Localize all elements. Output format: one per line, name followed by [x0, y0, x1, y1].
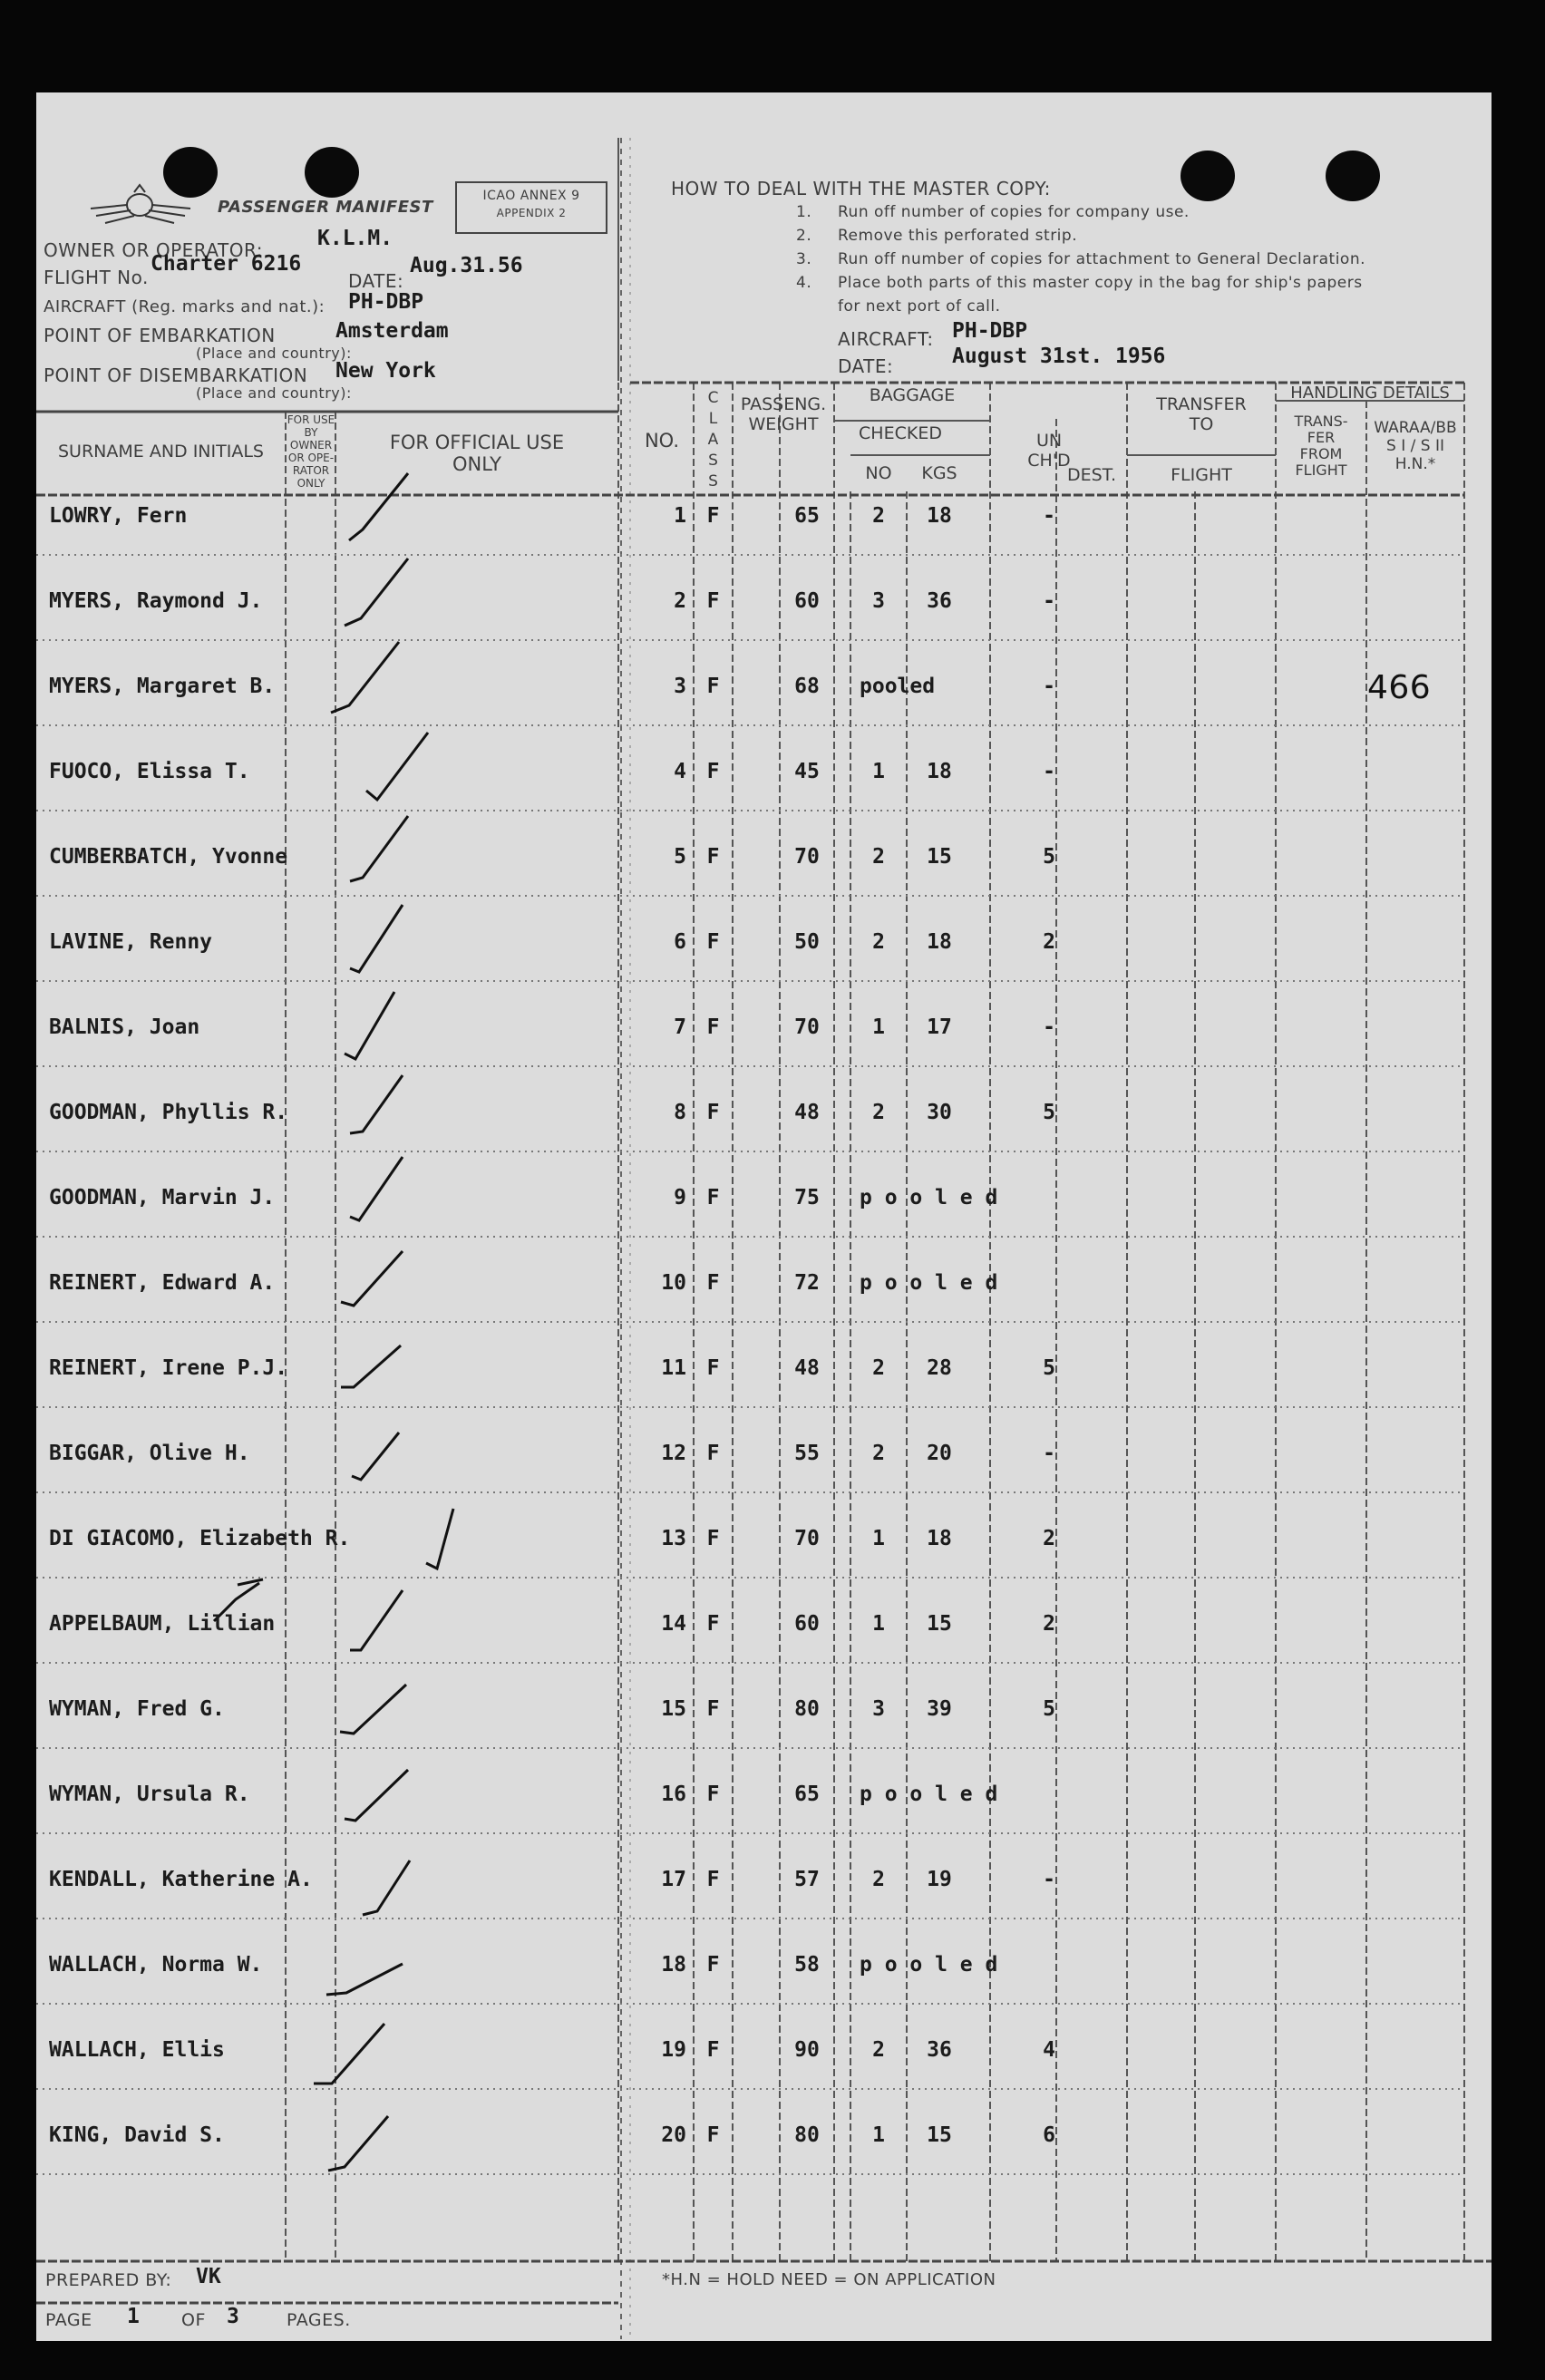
baggage-count: 2	[872, 2038, 885, 2062]
passenger-weight: 70	[794, 1527, 820, 1550]
owner-use-line: BY	[304, 426, 318, 439]
of-value: 3	[227, 2305, 239, 2328]
col-baggage: BAGGAGE	[869, 385, 956, 405]
passenger-name: KING, David S.	[49, 2123, 225, 2147]
unchecked-count: -	[1043, 589, 1055, 613]
unchecked-count: -	[1043, 1868, 1055, 1891]
baggage-kgs: 15	[927, 1612, 952, 1636]
passenger-weight: 60	[794, 589, 820, 613]
footnote: *H.N = HOLD NEED = ON APPLICATION	[662, 2270, 996, 2289]
passenger-class: F	[706, 1186, 720, 1209]
passenger-weight: 70	[794, 845, 820, 869]
transfer-line: TRANSFER	[1156, 394, 1247, 414]
passenger-weight: 65	[794, 504, 820, 528]
instr-num-4: 4.	[796, 274, 812, 292]
col-transfer-from	[1276, 413, 1366, 479]
passenger-class: F	[706, 589, 720, 613]
waraa-line: S I / S II	[1386, 437, 1444, 455]
passenger-name: BALNIS, Joan	[49, 1015, 200, 1039]
baggage-pooled: p o o l e d	[860, 1271, 998, 1295]
passenger-class: F	[706, 675, 720, 698]
passenger-no: 19	[661, 2038, 686, 2062]
passenger-no: 4	[674, 760, 686, 783]
passenger-name: DI GIACOMO, Elizabeth R.	[49, 1527, 351, 1550]
passenger-weight: 57	[794, 1868, 820, 1891]
transfer-from-line: FLIGHT	[1295, 461, 1347, 479]
unchecked-count: -	[1043, 1442, 1055, 1465]
baggage-kgs: 36	[927, 2038, 952, 2062]
passenger-no: 1	[674, 504, 686, 528]
col-flight: FLIGHT	[1171, 465, 1232, 485]
passenger-no: 17	[661, 1868, 686, 1891]
baggage-pooled: p o o l e d	[860, 1783, 998, 1806]
passenger-weight: 48	[794, 1356, 820, 1380]
instr-text-1: Run off number of copies for company use.	[838, 203, 1190, 221]
passenger-class: F	[706, 1868, 720, 1891]
instr-date-value: August 31st. 1956	[952, 345, 1166, 368]
passenger-no: 16	[661, 1783, 686, 1806]
class-letter: A	[707, 431, 719, 449]
passenger-name: FUOCO, Elissa T.	[49, 760, 250, 783]
col-official-use	[337, 432, 617, 475]
passenger-no: 18	[661, 1953, 686, 1977]
passenger-weight: 60	[794, 1612, 820, 1636]
baggage-pooled: p o o l e d	[860, 1186, 998, 1209]
weight-line: PASSENG.	[740, 394, 827, 414]
instr-num-3: 3.	[796, 250, 812, 268]
annex-line1: ICAO ANNEX 9	[482, 189, 580, 203]
transfer-from-line: TRANS-	[1294, 413, 1348, 430]
col-bag-no: NO	[865, 463, 892, 483]
baggage-count: 2	[872, 1101, 885, 1124]
embark-value: Amsterdam	[335, 319, 449, 343]
disembark-note: (Place and country):	[196, 384, 352, 402]
waraa-line: WARAA/BB	[1374, 419, 1457, 437]
passenger-class: F	[706, 1015, 720, 1039]
passenger-class: F	[706, 760, 720, 783]
prepared-value: VK	[196, 2265, 221, 2288]
passenger-weight: 58	[794, 1953, 820, 1977]
col-passeng-weight	[733, 395, 834, 435]
unchecked-count: 5	[1043, 1356, 1055, 1380]
manifest-title: PASSENGER MANIFEST	[218, 198, 433, 217]
baggage-count: 1	[872, 760, 885, 783]
baggage-kgs: 18	[927, 1527, 952, 1550]
instructions-title: HOW TO DEAL WITH THE MASTER COPY:	[671, 178, 1051, 199]
baggage-count: 3	[872, 589, 885, 613]
baggage-count: 2	[872, 504, 885, 528]
unchecked-count: -	[1043, 675, 1055, 698]
instr-num-2: 2.	[796, 227, 812, 245]
unchecked-count: -	[1043, 760, 1055, 783]
prepared-label: PREPARED BY:	[45, 2270, 172, 2290]
baggage-kgs: 36	[927, 589, 952, 613]
passenger-no: 2	[674, 589, 686, 613]
baggage-kgs: 39	[927, 1697, 952, 1721]
passenger-no: 13	[661, 1527, 686, 1550]
unchecked-count: -	[1043, 1015, 1055, 1039]
passenger-class: F	[706, 845, 720, 869]
passenger-class: F	[706, 1783, 720, 1806]
baggage-pooled: p o o l e d	[860, 1953, 998, 1977]
passenger-no: 15	[661, 1697, 686, 1721]
owner-use-line: FOR USE	[287, 413, 335, 426]
pages-label: PAGES.	[287, 2310, 351, 2330]
owner-use-line: OWNER	[289, 439, 333, 452]
passenger-no: 14	[661, 1612, 686, 1636]
instr-text-2: Remove this perforated strip.	[838, 227, 1078, 245]
page-label: PAGE	[45, 2310, 92, 2330]
official-use-line: ONLY	[452, 453, 501, 476]
passenger-name: REINERT, Edward A.	[49, 1271, 276, 1295]
passenger-no: 7	[674, 1015, 686, 1039]
passenger-class: F	[706, 504, 720, 528]
instr-text-3: Run off number of copies for attachment to General Declaration.	[838, 250, 1366, 268]
class-letter: S	[708, 472, 718, 491]
of-label: OF	[181, 2310, 206, 2330]
baggage-count: 1	[872, 1015, 885, 1039]
weight-line: WEIGHT	[748, 413, 819, 434]
baggage-kgs: 19	[927, 1868, 952, 1891]
instr-date-label: DATE:	[838, 355, 894, 377]
passenger-weight: 55	[794, 1442, 820, 1465]
passenger-weight: 75	[794, 1186, 820, 1209]
unchd-line: CH'D	[1027, 450, 1071, 471]
baggage-kgs: 18	[927, 504, 952, 528]
embark-note: (Place and country):	[196, 345, 352, 362]
passenger-no: 8	[674, 1101, 686, 1124]
baggage-count: 1	[872, 1527, 885, 1550]
passenger-class: F	[706, 1271, 720, 1295]
passenger-class: F	[706, 1356, 720, 1380]
passenger-no: 3	[674, 675, 686, 698]
passenger-class: F	[706, 2038, 720, 2062]
date-label: DATE:	[348, 270, 404, 292]
passenger-name: GOODMAN, Phyllis R.	[49, 1101, 288, 1124]
passenger-weight: 72	[794, 1271, 820, 1295]
baggage-kgs: 18	[927, 930, 952, 954]
passenger-class: F	[706, 1697, 720, 1721]
passenger-name: LOWRY, Fern	[49, 504, 188, 528]
passenger-weight: 80	[794, 1697, 820, 1721]
col-dest: DEST.	[1066, 465, 1117, 485]
passenger-name: WALLACH, Norma W.	[49, 1953, 263, 1977]
passenger-no: 10	[661, 1271, 686, 1295]
passenger-no: 6	[674, 930, 686, 954]
class-letter: S	[708, 452, 718, 470]
aircraft-label: AIRCRAFT (Reg. marks and nat.):	[44, 297, 326, 316]
passenger-class: F	[706, 1953, 720, 1977]
flight-value: Charter 6216	[151, 252, 302, 276]
page-value: 1	[127, 2305, 140, 2328]
passenger-no: 12	[661, 1442, 686, 1465]
col-waraa	[1366, 419, 1464, 473]
passenger-name: BIGGAR, Olive H.	[49, 1442, 250, 1465]
baggage-count: 2	[872, 1868, 885, 1891]
transfer-from-line: FROM	[1299, 445, 1343, 462]
passenger-class: F	[706, 1612, 720, 1636]
passenger-no: 11	[661, 1356, 686, 1380]
passenger-weight: 90	[794, 2038, 820, 2062]
unchd-line: UN	[1035, 431, 1063, 451]
baggage-kgs: 20	[927, 1442, 952, 1465]
col-no: NO.	[644, 430, 680, 452]
unchecked-count: 2	[1043, 930, 1055, 954]
unchecked-count: 6	[1043, 2123, 1055, 2147]
baggage-kgs: 30	[927, 1101, 952, 1124]
passenger-name: MYERS, Margaret B.	[49, 675, 276, 698]
passenger-name: WYMAN, Ursula R.	[49, 1783, 250, 1806]
baggage-kgs: 15	[927, 845, 952, 869]
passenger-name: WYMAN, Fred G.	[49, 1697, 225, 1721]
disembark-label: POINT OF DISEMBARKATION	[44, 364, 308, 386]
passenger-name: LAVINE, Renny	[49, 930, 213, 954]
baggage-kgs: 17	[927, 1015, 952, 1039]
baggage-pooled: pooled	[860, 675, 936, 698]
passenger-name: GOODMAN, Marvin J.	[49, 1186, 276, 1209]
passenger-class: F	[706, 2123, 720, 2147]
passenger-no: 5	[674, 845, 686, 869]
passenger-no: 9	[674, 1186, 686, 1209]
baggage-count: 3	[872, 1697, 885, 1721]
baggage-count: 2	[872, 930, 885, 954]
passenger-weight: 68	[794, 675, 820, 698]
unchecked-count: 2	[1043, 1612, 1055, 1636]
baggage-count: 1	[872, 2123, 885, 2147]
baggage-count: 2	[872, 845, 885, 869]
passenger-name: WALLACH, Ellis	[49, 2038, 225, 2062]
owner-label: OWNER OR OPERATOR:	[44, 239, 263, 261]
passenger-weight: 45	[794, 760, 820, 783]
annex-line2: APPENDIX 2	[496, 207, 567, 219]
unchecked-count: 5	[1043, 845, 1055, 869]
baggage-count: 1	[872, 1612, 885, 1636]
passenger-weight: 50	[794, 930, 820, 954]
embark-label: POINT OF EMBARKATION	[44, 325, 276, 346]
official-use-line: FOR OFFICIAL USE	[389, 432, 565, 453]
baggage-kgs: 18	[927, 760, 952, 783]
col-transfer	[1127, 395, 1276, 435]
owner-use-line: OR OPE-	[287, 452, 335, 464]
klm-logo-icon	[91, 185, 190, 223]
passenger-weight: 80	[794, 2123, 820, 2147]
col-checked: CHECKED	[859, 423, 942, 443]
manifest-sheet	[36, 92, 1492, 2341]
passenger-weight: 65	[794, 1783, 820, 1806]
unchecked-count: -	[1043, 504, 1055, 528]
stamp-number: 466	[1367, 669, 1432, 706]
instr-text-4: Place both parts of this master copy in the bag for ship's papers	[838, 274, 1363, 292]
class-letter: C	[707, 389, 719, 407]
waraa-line: H.N.*	[1394, 455, 1436, 473]
passenger-name: REINERT, Irene P.J.	[49, 1356, 288, 1380]
passenger-name: MYERS, Raymond J.	[49, 589, 263, 613]
unchecked-count: 2	[1043, 1527, 1055, 1550]
instr-aircraft-value: PH-DBP	[952, 319, 1028, 343]
col-surname: SURNAME AND INITIALS	[58, 442, 264, 461]
flight-label: FLIGHT No.	[44, 267, 149, 288]
passenger-class: F	[706, 930, 720, 954]
unchecked-count: 5	[1043, 1101, 1055, 1124]
unchecked-count: 4	[1043, 2038, 1055, 2062]
owner-use-line: RATOR	[292, 464, 330, 477]
col-class	[694, 388, 733, 492]
baggage-kgs: 15	[927, 2123, 952, 2147]
owner-use-line: ONLY	[296, 477, 326, 490]
col-handling: HANDLING DETAILS	[1290, 384, 1450, 403]
transfer-line: TO	[1189, 413, 1214, 434]
passenger-name: KENDALL, Katherine A.	[49, 1868, 313, 1891]
instr-text-5: for next port of call.	[838, 297, 1001, 316]
date-value: Aug.31.56	[410, 254, 523, 277]
baggage-count: 2	[872, 1442, 885, 1465]
transfer-from-line: FER	[1307, 429, 1336, 446]
instr-aircraft-label: AIRCRAFT:	[838, 328, 934, 350]
unchecked-count: 5	[1043, 1697, 1055, 1721]
disembark-value: New York	[335, 359, 436, 383]
baggage-count: 2	[872, 1356, 885, 1380]
passenger-name: APPELBAUM, Lillian	[49, 1612, 276, 1636]
owner-value: K.L.M.	[317, 227, 394, 250]
passenger-no: 20	[661, 2123, 686, 2147]
class-letter: L	[708, 410, 718, 428]
passenger-class: F	[706, 1101, 720, 1124]
passenger-weight: 48	[794, 1101, 820, 1124]
passenger-name: CUMBERBATCH, Yvonne	[49, 845, 288, 869]
aircraft-value: PH-DBP	[348, 290, 424, 314]
passenger-class: F	[706, 1442, 720, 1465]
passenger-weight: 70	[794, 1015, 820, 1039]
col-owner-use	[286, 413, 336, 490]
passenger-class: F	[706, 1527, 720, 1550]
baggage-kgs: 28	[927, 1356, 952, 1380]
col-kgs: KGS	[921, 463, 957, 483]
instr-num-1: 1.	[796, 203, 812, 221]
